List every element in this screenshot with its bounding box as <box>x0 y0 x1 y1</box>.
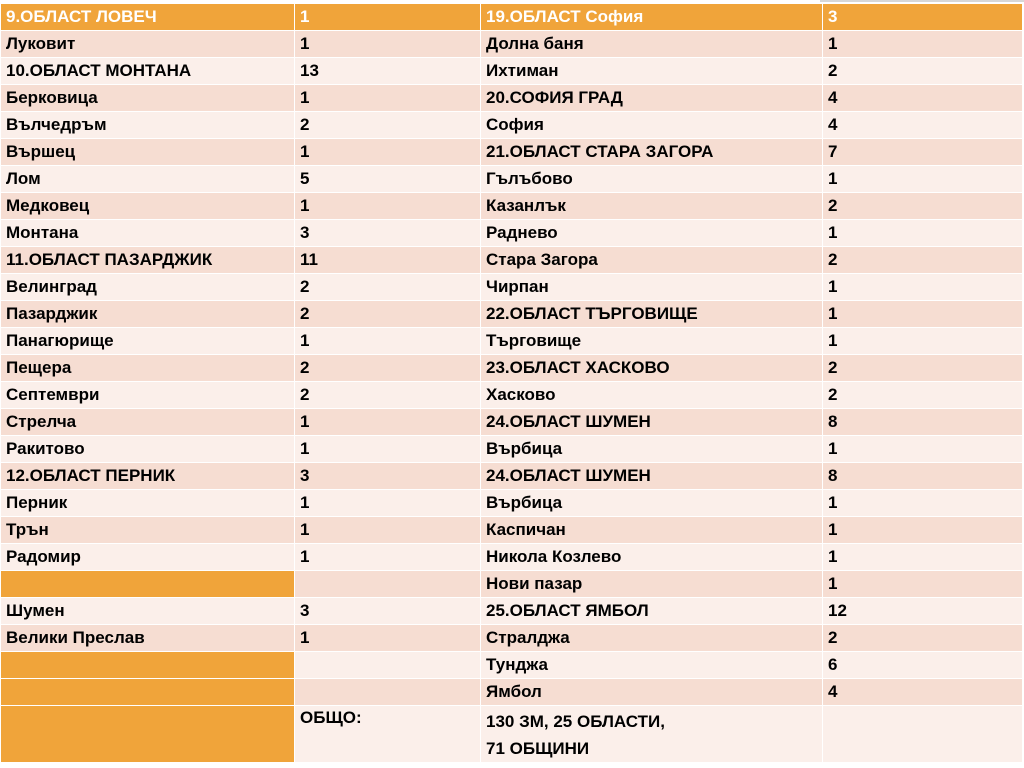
cell-municipality-right: Върбица <box>481 436 823 463</box>
cell-municipality-right: София <box>481 112 823 139</box>
cell-municipality-right: 21.ОБЛАСТ СТАРА ЗАГОРА <box>481 139 823 166</box>
table-row <box>1 58 1023 85</box>
table-row <box>1 193 1023 220</box>
header-cell-region-right: 19.ОБЛАСТ София <box>481 4 823 31</box>
cell-municipality-right: 24.ОБЛАСТ ШУМЕН <box>481 463 823 490</box>
table-row <box>1 247 1023 274</box>
regions-table <box>0 3 1023 763</box>
cell-count-right: 4 <box>823 112 1023 139</box>
cell-count-right: 1 <box>823 31 1023 58</box>
table-row <box>1 625 1023 652</box>
header-cell-count-left: 1 <box>295 4 481 31</box>
cell-count-right: 1 <box>823 220 1023 247</box>
cell-count-right: 2 <box>823 193 1023 220</box>
table-row <box>1 463 1023 490</box>
cell-municipality-left: Медковец <box>1 193 295 220</box>
cell-municipality-left: Пещера <box>1 355 295 382</box>
table-row <box>1 139 1023 166</box>
cell-count-left: 2 <box>295 301 481 328</box>
cell-count-right: 12 <box>823 598 1023 625</box>
cell-municipality-right: 25.ОБЛАСТ ЯМБОЛ <box>481 598 823 625</box>
cell-municipality-right: Гълъбово <box>481 166 823 193</box>
table-row <box>1 31 1023 58</box>
cell-municipality-left: 12.ОБЛАСТ ПЕРНИК <box>1 463 295 490</box>
cell-count-left: 1 <box>295 139 481 166</box>
totals-label: ОБЩО: <box>295 706 481 763</box>
cell-municipality-left: 10.ОБЛАСТ МОНТАНА <box>1 58 295 85</box>
cell-municipality-left: Ракитово <box>1 436 295 463</box>
cell-count-left: 2 <box>295 382 481 409</box>
cell-count-right: 1 <box>823 301 1023 328</box>
cell-count-left: 1 <box>295 625 481 652</box>
cell-count-left: 11 <box>295 247 481 274</box>
cell-count-right: 2 <box>823 382 1023 409</box>
totals-summary-line-1: 130 ЗМ, 25 ОБЛАСТИ, <box>486 712 665 731</box>
table-row <box>1 274 1023 301</box>
table-row <box>1 301 1023 328</box>
cell-count-right: 1 <box>823 436 1023 463</box>
cell-municipality-right: Никола Козлево <box>481 544 823 571</box>
cell-count-right: 1 <box>823 571 1023 598</box>
cell-municipality-left: Берковица <box>1 85 295 112</box>
table-row <box>1 409 1023 436</box>
cell-count-right: 4 <box>823 85 1023 112</box>
cell-count-right: 4 <box>823 679 1023 706</box>
table-row <box>1 112 1023 139</box>
cell-municipality-right: 23.ОБЛАСТ ХАСКОВО <box>481 355 823 382</box>
cell-municipality-left: Велинград <box>1 274 295 301</box>
table-row <box>1 571 1023 598</box>
cell-municipality-left: Шумен <box>1 598 295 625</box>
table-row <box>1 382 1023 409</box>
cell-count-right: 2 <box>823 355 1023 382</box>
cell-count-right: 8 <box>823 463 1023 490</box>
cell-municipality-right: Нови пазар <box>481 571 823 598</box>
cell-municipality-right: Каспичан <box>481 517 823 544</box>
table-row <box>1 598 1023 625</box>
table-row <box>1 517 1023 544</box>
cell-municipality-right: 22.ОБЛАСТ ТЪРГОВИЩЕ <box>481 301 823 328</box>
totals-summary-cell <box>481 706 823 763</box>
cell-count-left: 2 <box>295 112 481 139</box>
cell-municipality-left: Трън <box>1 517 295 544</box>
cell-municipality-left: Радомир <box>1 544 295 571</box>
cell-municipality-left: Перник <box>1 490 295 517</box>
cell-count-right: 1 <box>823 517 1023 544</box>
cell-count-right: 6 <box>823 652 1023 679</box>
cell-municipality-left: Септември <box>1 382 295 409</box>
cell-municipality-right: 20.СОФИЯ ГРАД <box>481 85 823 112</box>
cell-municipality-left <box>1 571 295 598</box>
table-row <box>1 328 1023 355</box>
totals-empty-cell <box>1 706 295 763</box>
cell-municipality-right: 24.ОБЛАСТ ШУМЕН <box>481 409 823 436</box>
cell-count-right: 1 <box>823 544 1023 571</box>
totals-empty-count-cell <box>823 706 1023 763</box>
cell-count-left: 1 <box>295 409 481 436</box>
cell-municipality-right: Казанлък <box>481 193 823 220</box>
cell-count-right: 1 <box>823 166 1023 193</box>
cell-count-right: 7 <box>823 139 1023 166</box>
cell-municipality-right: Раднево <box>481 220 823 247</box>
cell-count-right: 2 <box>823 625 1023 652</box>
cell-count-left <box>295 652 481 679</box>
cell-municipality-left: Вършец <box>1 139 295 166</box>
table-row <box>1 85 1023 112</box>
cell-municipality-right: Долна баня <box>481 31 823 58</box>
table-row <box>1 652 1023 679</box>
cell-count-left: 3 <box>295 463 481 490</box>
table-row <box>1 220 1023 247</box>
header-cell-region-left: 9.ОБЛАСТ ЛОВЕЧ <box>1 4 295 31</box>
cell-count-left: 1 <box>295 490 481 517</box>
cell-count-right: 2 <box>823 247 1023 274</box>
cell-municipality-right: Чирпан <box>481 274 823 301</box>
table-row <box>1 355 1023 382</box>
cell-count-right: 2 <box>823 58 1023 85</box>
cell-municipality-right: Тунджа <box>481 652 823 679</box>
cell-count-right: 1 <box>823 274 1023 301</box>
cell-count-left: 1 <box>295 31 481 58</box>
cell-count-left: 2 <box>295 355 481 382</box>
cell-municipality-left <box>1 679 295 706</box>
cell-count-left: 3 <box>295 598 481 625</box>
cell-municipality-left: Панагюрище <box>1 328 295 355</box>
cell-municipality-right: Ихтиман <box>481 58 823 85</box>
cell-count-left: 1 <box>295 193 481 220</box>
table-row <box>1 166 1023 193</box>
table-row <box>1 679 1023 706</box>
cell-count-left: 3 <box>295 220 481 247</box>
table-row <box>1 490 1023 517</box>
totals-row <box>1 706 1023 763</box>
cell-municipality-left: Лом <box>1 166 295 193</box>
cell-municipality-left: Монтана <box>1 220 295 247</box>
cell-municipality-left: Пазарджик <box>1 301 295 328</box>
cell-count-left: 5 <box>295 166 481 193</box>
cell-municipality-left: Велики Преслав <box>1 625 295 652</box>
cell-count-left: 1 <box>295 85 481 112</box>
cell-municipality-right: Търговище <box>481 328 823 355</box>
cell-count-left: 13 <box>295 58 481 85</box>
cell-municipality-right: Върбица <box>481 490 823 517</box>
cell-municipality-right: Стралджа <box>481 625 823 652</box>
regions-table-body <box>1 4 1023 763</box>
cell-municipality-left: Луковит <box>1 31 295 58</box>
cell-municipality-left: 11.ОБЛАСТ ПАЗАРДЖИК <box>1 247 295 274</box>
cell-count-right: 1 <box>823 490 1023 517</box>
cell-count-left <box>295 679 481 706</box>
cell-municipality-right: Ямбол <box>481 679 823 706</box>
cell-municipality-right: Стара Загора <box>481 247 823 274</box>
cell-municipality-left: Вълчедръм <box>1 112 295 139</box>
totals-summary-line-2: 71 ОБЩИНИ <box>486 739 590 758</box>
cell-municipality-left <box>1 652 295 679</box>
table-row <box>1 436 1023 463</box>
cell-count-right: 8 <box>823 409 1023 436</box>
cell-count-left: 1 <box>295 328 481 355</box>
top-divider-line <box>820 0 1024 2</box>
cell-count-left: 2 <box>295 274 481 301</box>
table-header-row <box>1 4 1023 31</box>
cell-count-left: 1 <box>295 517 481 544</box>
header-cell-count-right: 3 <box>823 4 1023 31</box>
table-row <box>1 544 1023 571</box>
cell-municipality-left: Стрелча <box>1 409 295 436</box>
cell-count-left: 1 <box>295 436 481 463</box>
cell-count-right: 1 <box>823 328 1023 355</box>
cell-municipality-right: Хасково <box>481 382 823 409</box>
cell-count-left: 1 <box>295 544 481 571</box>
cell-count-left <box>295 571 481 598</box>
